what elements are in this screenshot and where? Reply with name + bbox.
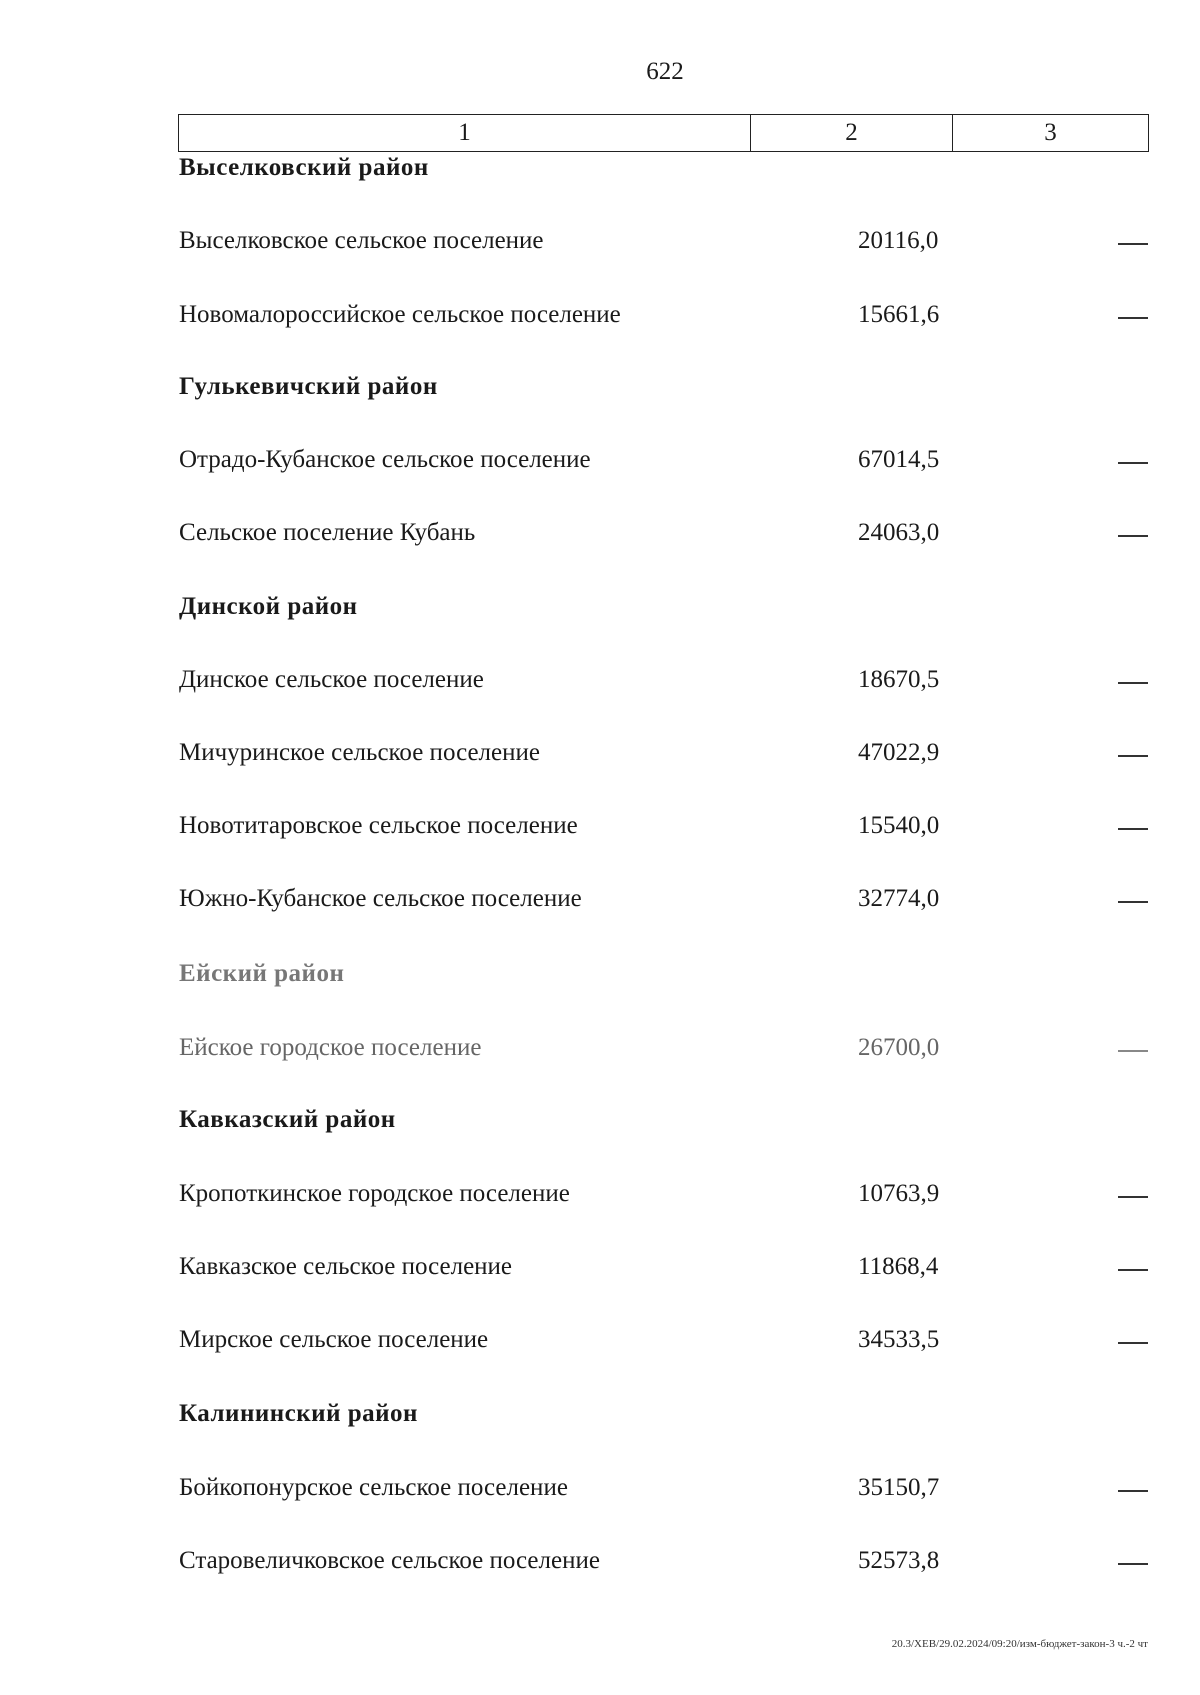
- settlement-value: 10763,9: [858, 1180, 940, 1207]
- settlement-row: [0, 885, 1200, 925]
- district-name: Выселковский район: [179, 154, 429, 181]
- dash-mark: [1118, 1563, 1148, 1565]
- settlement-value: 11868,4: [858, 1253, 939, 1280]
- district-name: Ейский район: [179, 960, 345, 987]
- dash-mark: [1118, 1196, 1148, 1198]
- settlement-row: [0, 1180, 1200, 1220]
- dash-mark: [1118, 828, 1148, 830]
- dash-mark: [1118, 1342, 1148, 1344]
- settlement-name: Новотитаровское сельское поселение: [179, 812, 578, 839]
- dash-mark: [1118, 901, 1148, 903]
- district-name: Гулькевичский район: [179, 373, 438, 400]
- header-col-2: 2: [751, 115, 953, 152]
- settlement-value: 18670,5: [858, 666, 940, 693]
- settlement-value: 34533,5: [858, 1326, 940, 1353]
- settlement-name: Старовеличковское сельское поселение: [179, 1547, 600, 1574]
- settlement-value: 52573,8: [858, 1547, 940, 1574]
- settlement-value: 20116,0: [858, 227, 939, 254]
- district-name: Динской район: [179, 593, 358, 620]
- header-col-1: 1: [179, 115, 751, 152]
- settlement-row: [0, 227, 1200, 267]
- settlement-row: [0, 301, 1200, 341]
- settlement-name: Мичуринское сельское поселение: [179, 739, 540, 766]
- district-row: [0, 373, 1200, 413]
- district-row: [0, 1106, 1200, 1146]
- dash-mark: [1118, 1490, 1148, 1492]
- dash-mark: [1118, 243, 1148, 245]
- dash-mark: [1118, 755, 1148, 757]
- header-col-3: 3: [953, 115, 1149, 152]
- district-row: [0, 1400, 1200, 1440]
- settlement-value: 47022,9: [858, 739, 940, 766]
- settlement-name: Динское сельское поселение: [179, 666, 484, 693]
- settlement-value: 35150,7: [858, 1474, 940, 1501]
- district-name: Калининский район: [179, 1400, 418, 1427]
- settlement-row: [0, 812, 1200, 852]
- settlement-value: 67014,5: [858, 446, 940, 473]
- dash-mark: [1118, 535, 1148, 537]
- settlement-row: [0, 446, 1200, 486]
- settlement-value: 15661,6: [858, 301, 940, 328]
- settlement-name: Мирское сельское поселение: [179, 1326, 489, 1353]
- settlement-row: [0, 1474, 1200, 1514]
- settlement-name: Ейское городское поселение: [179, 1034, 482, 1061]
- settlement-name: Кропоткинское городское поселение: [179, 1180, 570, 1207]
- settlement-name: Новомалороссийское сельское поселение: [179, 301, 621, 328]
- document-footer-code: 20.3/ХЕВ/29.02.2024/09:20/изм-бюджет-закон-3 ч.-2 чт: [891, 1638, 1148, 1650]
- dash-mark: [1118, 682, 1148, 684]
- dash-mark: [1118, 317, 1148, 319]
- district-row: [0, 154, 1200, 194]
- dash-mark: [1118, 1050, 1148, 1052]
- settlement-value: 24063,0: [858, 519, 940, 546]
- district-name: Кавказский район: [179, 1106, 396, 1133]
- settlement-row: [0, 1326, 1200, 1366]
- settlement-name: Кавказское сельское поселение: [179, 1253, 513, 1280]
- settlement-name: Отрадо-Кубанское сельское поселение: [179, 446, 591, 473]
- page-number: 622: [646, 58, 684, 85]
- settlement-row: [0, 739, 1200, 779]
- district-row: [0, 960, 1200, 1000]
- settlement-row: [0, 1547, 1200, 1587]
- settlement-row: [0, 519, 1200, 559]
- dash-mark: [1118, 1269, 1148, 1271]
- settlement-value: 15540,0: [858, 812, 940, 839]
- settlement-value: 32774,0: [858, 885, 940, 912]
- settlement-name: Бойкопонурское сельское поселение: [179, 1474, 568, 1501]
- settlement-row: [0, 1034, 1200, 1074]
- district-row: [0, 593, 1200, 633]
- settlement-value: 26700,0: [858, 1034, 940, 1061]
- settlement-name: Южно-Кубанское сельское поселение: [179, 885, 582, 912]
- dash-mark: [1118, 462, 1148, 464]
- settlement-row: [0, 1253, 1200, 1293]
- settlement-row: [0, 666, 1200, 706]
- settlement-name: Выселковское сельское поселение: [179, 227, 544, 254]
- settlement-name: Сельское поселение Кубань: [179, 519, 476, 546]
